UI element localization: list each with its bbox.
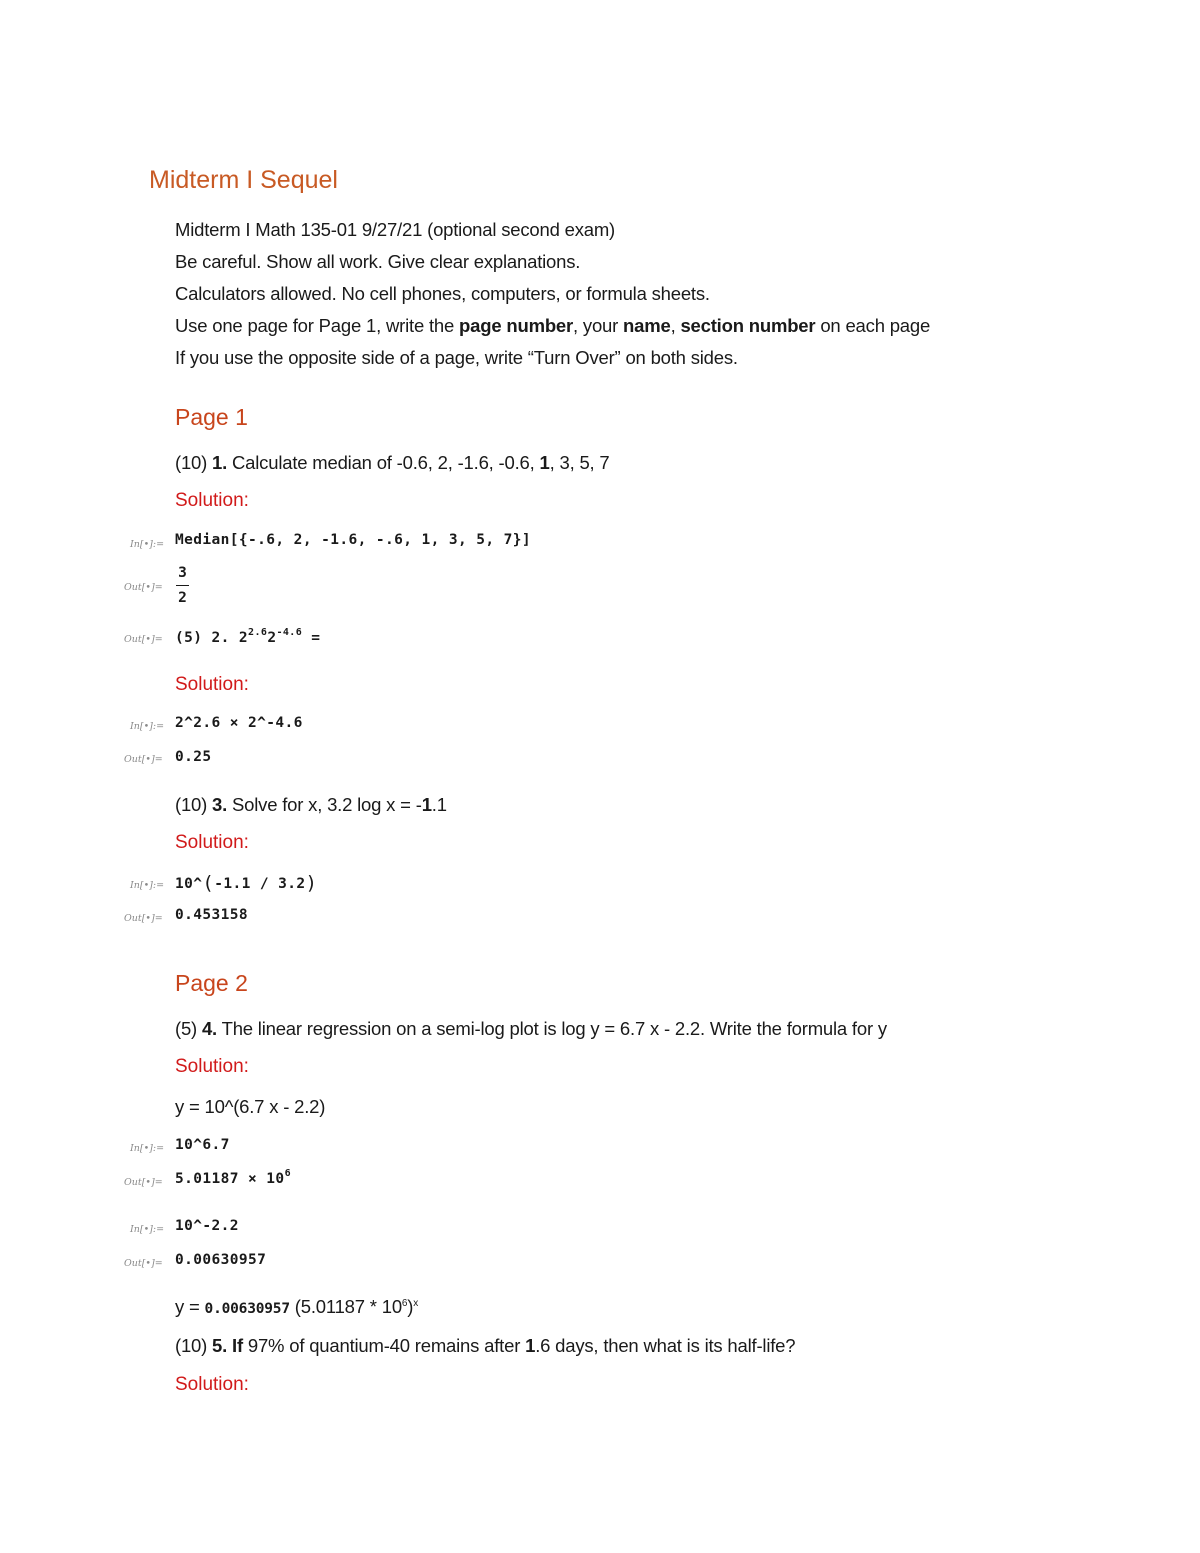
fraction-numerator: 3 [178, 565, 187, 581]
q4-input-cell-2[interactable]: 10^-2.2 [175, 1218, 239, 1234]
q3-output: 0.453158 [175, 907, 249, 923]
q2-text: (5) 2. 2 [175, 630, 249, 646]
q3-bold-one: 1 [421, 794, 432, 815]
q2-equals: = [302, 630, 321, 646]
q5-text: 97% of quantium-40 remains after [242, 1335, 526, 1356]
q4-final-close: ) [407, 1296, 414, 1317]
q4-final-x-exponent: x [413, 1298, 419, 1309]
q1-bold-one: 1 [539, 452, 550, 473]
q5-text-end: .6 days, then what is its half-life? [535, 1335, 796, 1356]
q4-final-coefficient: 0.00630957 [204, 1301, 290, 1317]
q4-final-formula [175, 1296, 418, 1318]
input-label: In[•]:= [130, 1224, 165, 1235]
q4-output-1-mantissa: 5.01187 × 10 [175, 1171, 285, 1187]
q4-final-exponent: 6 [401, 1298, 408, 1309]
fraction-bar [176, 585, 189, 586]
intro-line-4-c: , your [573, 315, 624, 336]
intro-line-3: Calculators allowed. No cell phones, computers, or formula sheets. [175, 283, 710, 304]
q1-solution-label: Solution: [175, 490, 249, 511]
q5-points: (10) [175, 1335, 213, 1356]
question-3 [175, 794, 447, 816]
q4-formula: y = 10^(6.7 x - 2.2) [175, 1096, 326, 1117]
intro-line-2: Be careful. Show all work. Give clear explanations. [175, 251, 581, 272]
q4-number: 4. [201, 1018, 217, 1039]
output-label: Out[•]= [124, 1258, 163, 1269]
input-label: In[•]:= [130, 539, 165, 550]
intro-line-4-e: , [670, 315, 681, 336]
page-1-heading: Page 1 [175, 404, 248, 430]
input-label: In[•]:= [130, 880, 165, 891]
q3-points: (10) [175, 794, 213, 815]
q4-input-cell-1[interactable]: 10^6.7 [175, 1137, 230, 1153]
q3-input-expr: -1.1 / 3.2 [214, 876, 306, 892]
q3-input-base: 10^ [175, 876, 203, 892]
q5-bold-one: 1 [525, 1335, 536, 1356]
q3-text: Solve for x, 3.2 log x = - [227, 794, 422, 815]
intro-line-4-a: Use one page for Page 1, write the [175, 315, 460, 336]
q2-exponent-2: -4.6 [276, 627, 303, 638]
q4-output-2: 0.00630957 [175, 1252, 267, 1268]
name-emphasis: name [623, 315, 671, 336]
intro-line-4-g: on each page [815, 315, 931, 336]
question-4 [175, 1018, 887, 1040]
output-label: Out[•]= [124, 582, 163, 593]
question-2 [175, 627, 321, 646]
output-label: Out[•]= [124, 913, 163, 924]
q4-solution-label: Solution: [175, 1056, 249, 1077]
q4-points: (5) [175, 1018, 202, 1039]
q1-number: 1. [212, 452, 228, 473]
q2-output: 0.25 [175, 749, 212, 765]
q2-exponent-1: 2.6 [248, 627, 268, 638]
intro-line-5: If you use the opposite side of a page, write “Turn Over” on both sides. [175, 347, 738, 368]
q2-base-2: 2 [267, 630, 277, 646]
document-title: Midterm I Sequel [149, 166, 338, 194]
intro-line-1: Midterm I Math 135-01 9/27/21 (optional second exam) [175, 219, 616, 240]
q2-solution-label: Solution: [175, 674, 249, 695]
q4-output-1-exponent: 6 [284, 1168, 291, 1179]
output-label: Out[•]= [124, 1177, 163, 1188]
q3-solution-label: Solution: [175, 832, 249, 853]
q3-number: 3. [212, 794, 228, 815]
output-label: Out[•]= [124, 754, 163, 765]
intro-line-4 [175, 315, 930, 337]
input-label: In[•]:= [130, 721, 165, 732]
q4-output-1 [175, 1168, 291, 1187]
q3-open-paren: ( [202, 872, 215, 894]
q1-text: Calculate median of -0.6, 2, -1.6, -0.6, [227, 452, 540, 473]
q3-input-cell[interactable] [175, 872, 317, 894]
q3-text-end: .1 [431, 794, 447, 815]
q5-bold-if: If [232, 1335, 243, 1356]
q2-input-cell[interactable]: 2^2.6 × 2^-4.6 [175, 715, 303, 731]
section-number-emphasis: section number [680, 315, 816, 336]
q5-number: 5. [212, 1335, 228, 1356]
question-1 [175, 452, 610, 474]
q5-solution-label: Solution: [175, 1374, 249, 1395]
output-label: Out[•]= [124, 634, 163, 645]
page-number-emphasis: page number [459, 315, 574, 336]
q1-points: (10) [175, 452, 213, 473]
q1-input-cell[interactable]: Median[{-.6, 2, -1.6, -.6, 1, 3, 5, 7}] [175, 532, 532, 548]
q1-text-end: , 3, 5, 7 [549, 452, 610, 473]
q1-output-fraction [176, 566, 189, 605]
question-5 [175, 1335, 795, 1357]
q4-final-y: y = [175, 1296, 205, 1317]
q3-close-paren: ) [305, 872, 318, 894]
fraction-denominator: 2 [178, 589, 187, 606]
q4-final-base: (5.01187 * 10 [289, 1296, 402, 1317]
page-2-heading: Page 2 [175, 970, 248, 996]
q4-text: The linear regression on a semi-log plot is log y = 6.7 x - 2.2. Write the formula for y [216, 1018, 887, 1039]
input-label: In[•]:= [130, 1143, 165, 1154]
